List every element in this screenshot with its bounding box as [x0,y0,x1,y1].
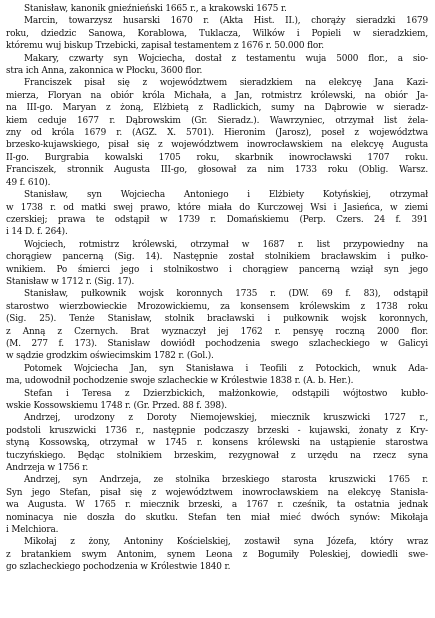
text-line: podstoli kruszwicki 1736 r., następnie podczaszy brzeski - kujawski, żonaty z Kry- [6,425,428,436]
text-line: styną Kossowską, otrzymał w 1745 r. konsens królewski na ustąpienie starostwa [6,438,428,449]
text-line: brzesko-kujawskiego, pisał się z województwem inowrocławskiem na elekcyę Augusta [6,140,428,151]
text-line: czerskiej; prawa te odstąpił w 1739 r. Domańskiemu (Perp. Czers. 24 f. 391 [6,214,428,225]
text-line: na III-go. Maryan z żoną, Elżbietą z Radlickich, sumy na Dąbrowie w sieradz- [6,103,428,114]
text-line: wa Augusta. W 1765 r. miecznik brzeski, a 1767 r. cześnik, ta ostatnia jednak [6,500,428,511]
paragraph [6,3,428,15]
text-line: Stefan i Teresa z Dzierzbickich, małżonkowie, odstąpili wójtostwo kubło- [24,388,428,399]
paragraph [6,239,428,289]
text-line: II-go. Burgrabia kowalski 1705 roku, skarbnik inowrocławski 1707 roku. [6,152,428,163]
text-line: Andrzej, urodzony z Doroty Niemojewskiej, miecznik kruszwicki 1727 r., [24,413,428,424]
paragraph [6,15,428,52]
paragraph [6,474,428,536]
paragraph [6,189,428,239]
text-line: stra ich Anna, zakonnica w Płocku, 3600 flor. [6,66,203,77]
text-line: Mikołaj z żony, Antoniny Kościelskiej, zostawił syna Józefa, który wraz [24,537,428,548]
text-line: Andrzeja w 1756 r. [6,463,89,474]
text-line: Wojciech, rotmistrz królewski, otrzymał w 1687 r. list przypowiedny na [24,239,428,250]
text-line: Makary, czwarty syn Wojciecha, dostał z testamentu wuja 5000 flor., a sio- [24,53,428,64]
text-line: Stanisław, pułkownik wojsk koronnych 1735 r. (DW. 69 f. 83), odstąpił [24,289,428,300]
text-line: któremu wuj biskup Trzebicki, zapisał testamentem z 1676 r. 50.000 flor. [6,41,324,52]
text-line: (Sig. 25). Tenże Stanisław, stolnik bracławski i pułkownik wojsk koronnych, [6,314,428,325]
text-line: i Melchiora. [6,525,59,536]
text-line: Stanisław, kanonik gnieźnieński 1665 r., a krakowski 1675 r. [24,4,287,14]
text-line: Andrzej, syn Andrzeja, ze stolnika brzeskiego starosta kruszwicki 1765 r. [24,475,428,486]
paragraph [6,77,428,189]
text-line: 49 f. 610). [6,177,51,188]
text-line: Syn jego Stefan, pisał się z województwem inowrocławskiem na elekcyę Stanisła- [6,487,428,498]
paragraph [6,363,428,388]
text-line: i 14 D. f. 264). [6,227,68,238]
text-line: Potomek Wojciecha Jan, syn Stanisława i Teofili z Potockich, wnuk Ada- [24,363,428,374]
paragraph [6,388,428,413]
text-line: mierza, Floryan na obiór króla Michała, a Jan, rotmistrz królewski, na obiór Ja- [6,90,428,101]
text-line: roku, dziedzic Sanowa, Korablowa, Tuklacza, Wilków i Popieli w sieradzkiem, [6,28,428,39]
text-line: starostwo wierzbowieckie Mrozowickiemu, za konsensem królewskim z 1738 roku [6,301,428,312]
text-line: z Anną z Czernych. Brat wyznaczył jej 1762 r. pensyę roczną 2000 flor. [6,326,428,337]
text-line: wskie Kossowskiemu 1748 r. (Gr. Przed. 88 f. 398). [6,401,227,411]
text-line: go szlacheckiego pochodzenia w Królestwie 1840 r. [6,562,231,573]
text-line: zny od króla 1679 r. (AGZ. X. 5701). Hieronim (Jarosz), poseł z województwa [6,128,428,139]
text-line: w 1738 r. od matki swej prawo, które miała do Kurczowej Wsi i Jasieńca, w ziemi [6,202,428,213]
text-line: chorągiew pancerną (Sig. 14). Następnie został stolnikiem bracławskim i pułko- [6,252,428,263]
text-line: Stanisław, syn Wojciecha Antoniego i Elżbiety Kotyńskiej, otrzymał [24,190,428,201]
paragraph [6,412,428,474]
text-line: z bratankiem swym Antonim, synem Leona z Bogumiły Poleskiej, dowiedli swe- [6,549,428,560]
text-line: w sądzie grodzkim oświecimskim 1782 r. (Gol.). [6,351,214,362]
paragraph [6,53,428,78]
text-line: Marcin, towarzysz husarski 1670 r. (Akta Hist. II.), chorąży sieradzki 1679 [24,16,428,27]
text-line: wnikiem. Po śmierci jego i stolnikostwo i chorągiew pancerną wziął syn jego [6,264,428,275]
text-line: Stanisław w 1712 r. (Sig. 17). [6,276,135,287]
text-line: ma, udowodnił pochodzenie swoje szlacheckie w Królestwie 1838 r. (A. b. Her.). [6,376,354,387]
text-line: tuczyńskiego. Będąc stolnikiem brzeskim, rezygnował z urzędu na rzecz syna [6,450,428,461]
text-line: nominacya nie doszła do skutku. Stefan ten miał mieć dwóch synów: Mikołaja [6,512,428,523]
paragraph [6,288,428,362]
text-line: kiem ceduje 1677 r. Dąbrowskim (Gr. Sieradz.). Wawrzyniec, otrzymał list żela- [6,115,428,126]
text-line: Franciszek, stronnik Augusta III-go, głosował za nim 1733 roku (Oblig. Warsz. [6,165,428,176]
paragraph [6,536,428,573]
text-line: (M. 277 f. 173). Stanisław dowiódł pochodzenia swego szlacheckiego w Galicyi [6,338,428,349]
text-line: Franciszek pisał się z województwem sieradzkiem na elekcyę Jana Kazi- [24,78,428,89]
